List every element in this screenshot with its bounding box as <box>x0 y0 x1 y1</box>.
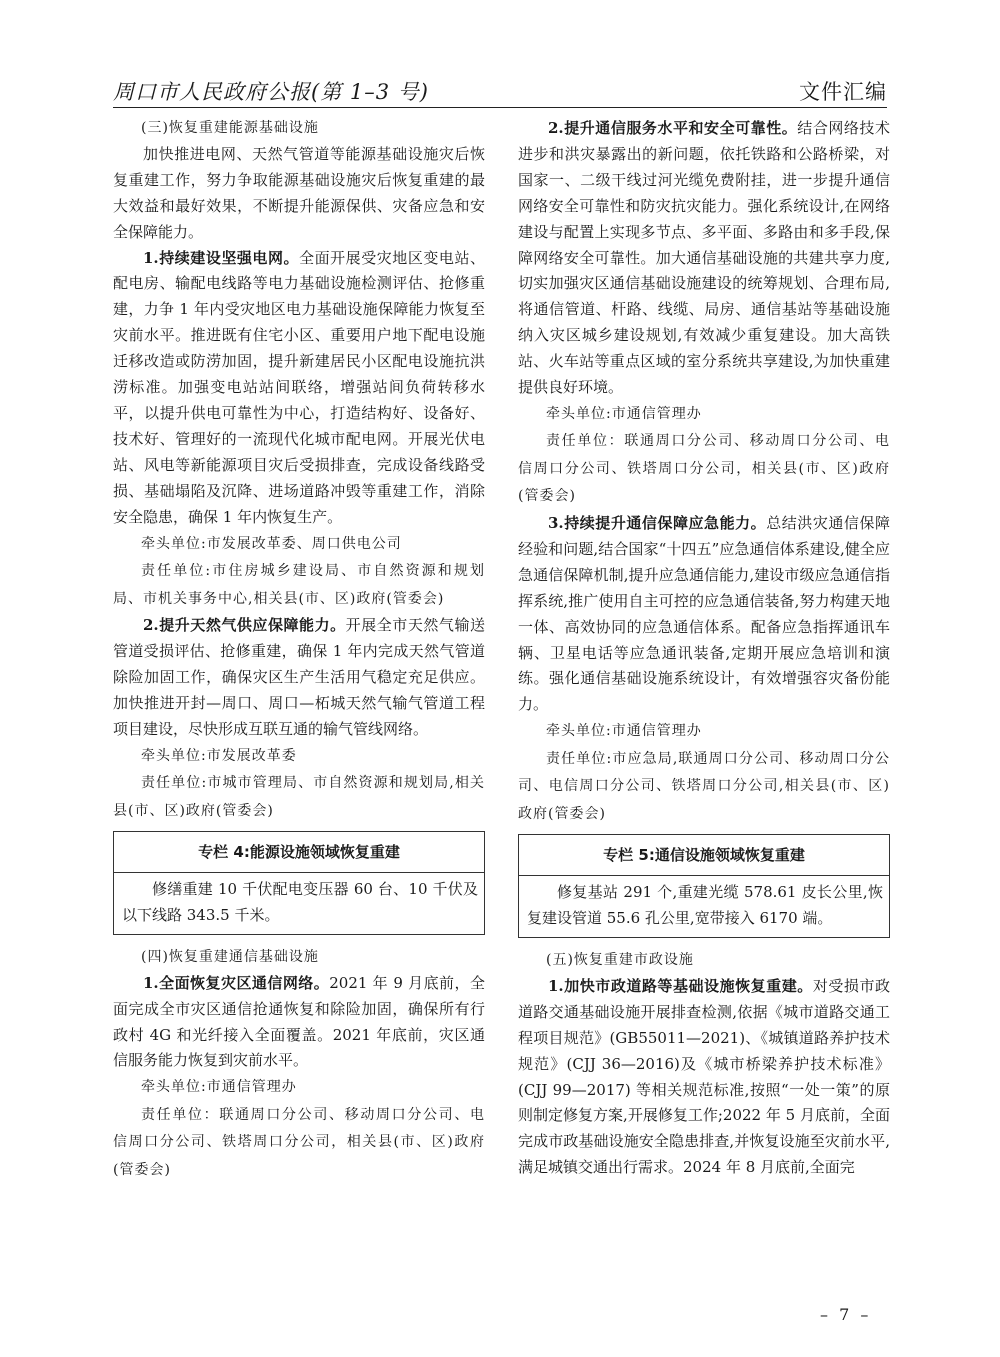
page-number: – 7 – <box>820 1305 872 1324</box>
box-text: 修复基站 291 个,重建光缆 578.61 皮长公里,恢复建设管道 55.6 孔公里,宽带接入 6170 端。 <box>527 883 883 928</box>
paragraph <box>113 246 485 531</box>
section-heading-energy: (三)恢复重建能源基础设施 <box>141 120 319 136</box>
paragraph <box>518 974 890 1181</box>
item-title: 1.加快市政道路等基础设施恢复重建。 <box>548 976 813 995</box>
box-body <box>519 876 889 937</box>
item-title: 2.提升天然气供应保障能力。 <box>143 616 346 634</box>
item-text: 结合网络技术进步和洪灾暴露出的新问题，依托铁路和公路桥梁，对国家一、二级干线过河光缆免费附挂，进一步提升通信网络安全可靠性和防灾抗灾能力。强化系统设计,在网络建设与配置上实现多节点、多平面、多路由和多手段,保障网络安全可靠性。加大通信基础设施的共建共享力度,切实加强灾区通信基础设施建设的统筹规划、合理布局,将通信管道、杆路、线缆、局房、通信基站等基础设施纳入灾区城乡建设规划,有效减少重复建设。加大高铁站、火车站等重点区域的室分系统共享建设,为加快重建提供良好环境。 <box>518 119 890 397</box>
column-box-5 <box>518 834 890 938</box>
section-heading-municipal: (五)恢复重建市政设施 <box>546 952 694 969</box>
responsible-units: 责任单位:市城市管理局、市自然资源和规划局,相关县(市、区)政府(管委会) <box>113 775 485 819</box>
left-column <box>113 116 485 1184</box>
box-body <box>114 873 484 934</box>
responsible-units: 责任单位：联通周口分公司、移动周口分公司、电信周口分公司、铁塔周口分公司，相关县(市、区)政府(管委会) <box>518 433 890 505</box>
box-text: 修缮重建 10 千伏配电变压器 60 台、10 千伏及以下线路 343.5 千米。 <box>122 880 478 924</box>
lead-unit: 牵头单位:市通信管理办 <box>546 723 702 740</box>
header-rule <box>113 107 887 108</box>
item-text: 全面开展受灾地区变电站、配电房、输配电线路等电力基础设施检测评估、抢修重建，力争 1 年内受灾地区电力基础设施保障能力恢复至灾前水平。推进既有住宅小区、重要用户地下配电设施迁移改造或防涝加固，提升新建居民小区配电设施抗洪涝标准。加强变电站站间联络，增强站间负荷转移水平，以提升供电可靠性为中心，打造结构好、设备好、技术好、管理好的一流现代化城市配电网。开展光伏电站、风电等新能源项目灾后受损排查，完成设备线路受损、基础塌陷及沉降、进场道路冲毁等重建工作，消除安全隐患，确保 1 年内恢复生产。 <box>113 248 485 526</box>
item-title: 1.全面恢复灾区通信网络。 <box>143 973 330 992</box>
responsible-units: 责任单位：联通周口分公司、移动周口分公司、电信周口分公司、铁塔周口分公司，相关县(市、区)政府(管委会) <box>113 1106 485 1178</box>
journal-title: 周口市人民政府公报(第 1–3 号) <box>113 80 429 104</box>
item-title: 2.提升通信服务水平和安全可靠性。 <box>548 119 798 137</box>
right-column <box>518 116 890 1181</box>
item-text: 2021 年 9 月底前，全面完成全市灾区通信抢通恢复和除险加固，确保所有行政村 4G 和光纤接入全面覆盖。2021 年底前，灾区通信服务能力恢复到灾前水平。 <box>113 973 485 1070</box>
box-title: 专栏 4:能源设施领域恢复重建 <box>114 832 484 873</box>
paragraph: 加快推进电网、天然气管道等能源基础设施灾后恢复重建工作，努力争取能源基础设施灾后恢复重建的最大效益和最好效果，不断提升能源保供、灾备应急和安全保障能力。 <box>113 144 485 241</box>
box-title: 专栏 5:通信设施领域恢复重建 <box>519 835 889 876</box>
paragraph <box>113 613 485 743</box>
paragraph <box>113 971 485 1075</box>
item-text: 总结洪灾通信保障经验和问题,结合国家“十四五”应急通信体系建设,健全应急通信保障机制,提升应急通信能力,建设市级应急通信指挥系统,推广使用自主可控的应急通信装备,努力构建天地一体、高效协同的应急通信体系。配备应急指挥通讯车辆、卫星电话等应急通讯装备,定期开展应急培训和演练。强化通信基础设施系统设计，有效增强容灾备份能力。 <box>518 513 890 714</box>
item-text: 对受损市政道路交通基础设施开展排查检测,依据《城市道路交通工程项目规范》(GB55011—2021)、《城镇道路养护技术规范》(CJJ 36—2016)及《城市桥梁养护技术标准》(CJJ 99—2017) 等相关规范标准,按照“一处一策”的原则制定修复方案,开展修复工作;2022 年 5 月底前，全面完成市政基础设施安全隐患排查,并恢复设施至灾前水平,满足城镇交通出行需求。2024 年 8 月底前,全面完 <box>518 976 890 1177</box>
lead-unit: 牵头单位:市发展改革委、周口供电公司 <box>141 535 402 552</box>
column-box-4 <box>113 831 485 935</box>
lead-unit: 牵头单位:市发展改革委 <box>141 747 297 764</box>
item-title: 3.持续提升通信保障应急能力。 <box>548 513 767 532</box>
paragraph <box>518 511 890 718</box>
responsible-units: 责任单位:市应急局,联通周口分公司、移动周口分公司、电信周口分公司、铁塔周口分公司,相关县(市、区)政府(管委会) <box>518 750 890 822</box>
lead-unit: 牵头单位:市通信管理办 <box>141 1079 297 1096</box>
responsible-units: 责任单位:市住房城乡建设局、市自然资源和规划局、市机关事务中心,相关县(市、区)政府(管委会) <box>113 563 485 607</box>
section-name: 文件汇编 <box>799 80 887 104</box>
running-header <box>113 70 887 106</box>
lead-unit: 牵头单位:市通信管理办 <box>546 405 702 422</box>
section-heading-telecom: (四)恢复重建通信基础设施 <box>141 948 319 965</box>
paragraph <box>518 116 890 401</box>
item-text: 开展全市天然气输送管道受损评估、抢修重建，确保 1 年内完成天然气管道除险加固工作，确保灾区生产生活用气稳定充足供应。加快推进开封—周口、周口—柘城天然气输气管道工程项目建设，尽快形成互联互通的输气管线网络。 <box>113 616 485 738</box>
item-title: 1.持续建设坚强电网。 <box>143 248 300 267</box>
